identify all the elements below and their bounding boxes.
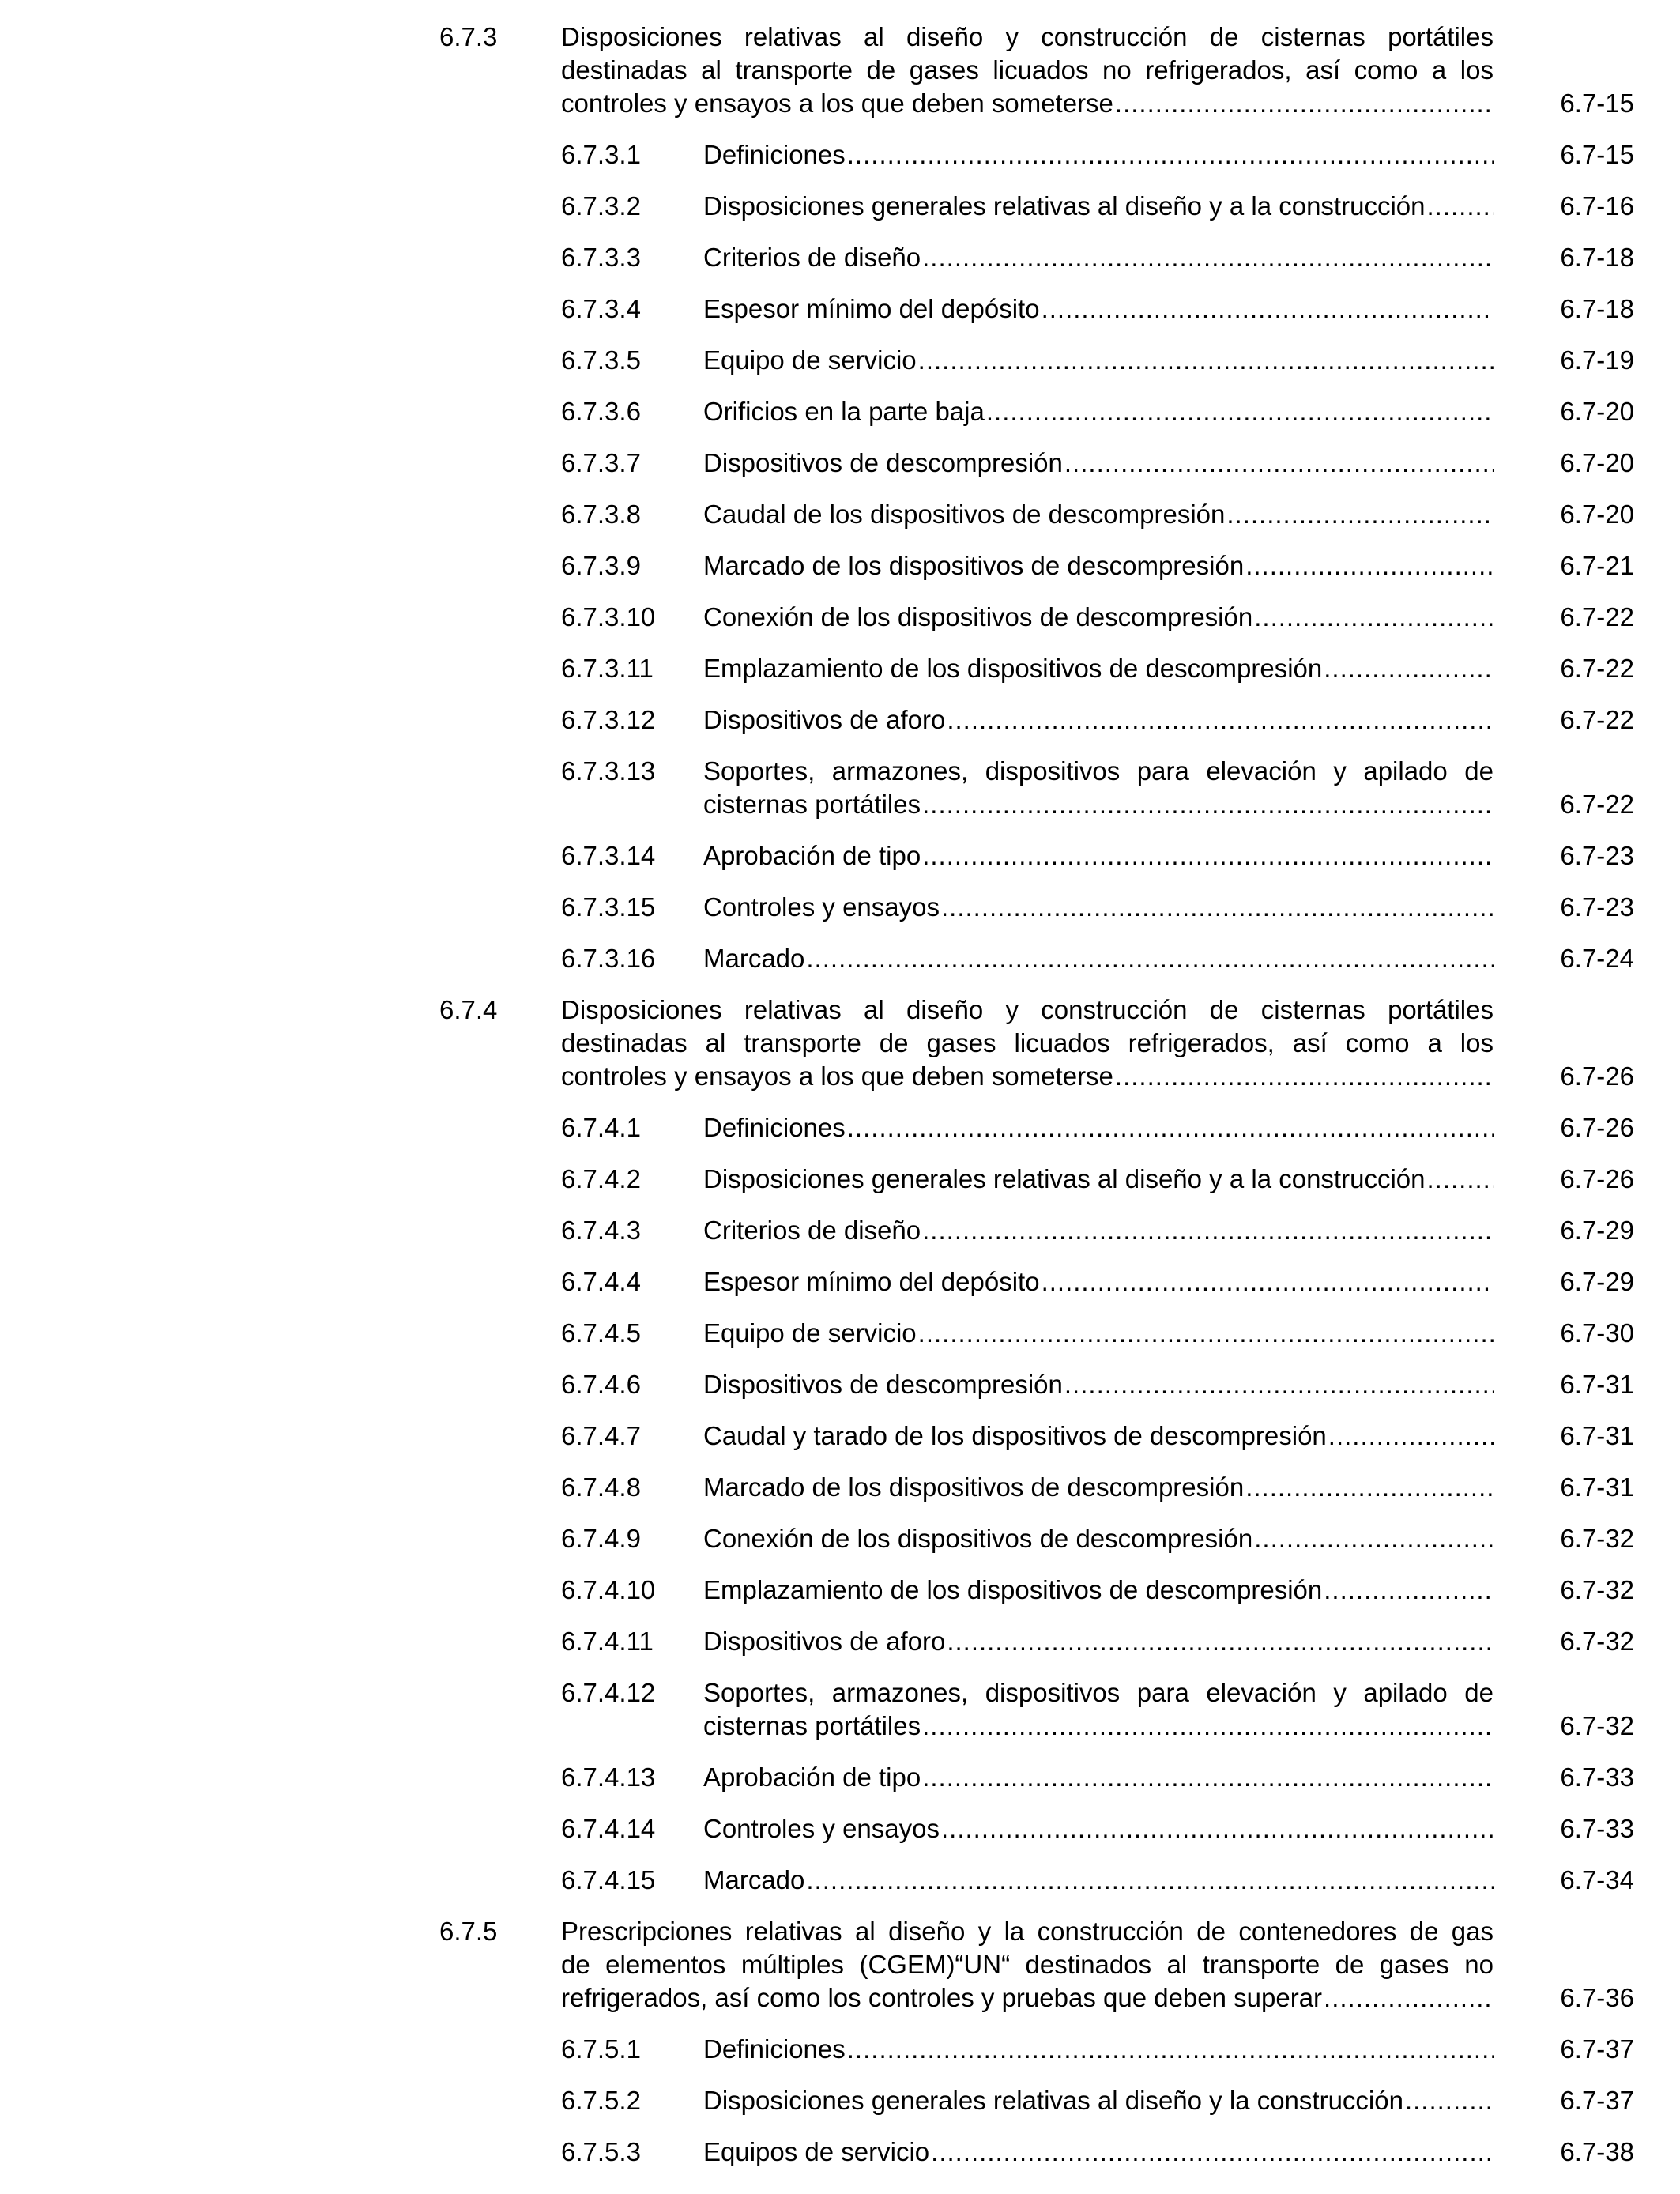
toc-entry-title-line: destinadas al transporte de gases licuados no refrigerados, así como a los [561, 55, 1494, 85]
toc-entry-page: 6.7-31 [1560, 1421, 1634, 1450]
dot-leader [806, 942, 1494, 975]
toc-entry[interactable] [0, 1471, 1680, 1504]
toc-entry-page: 6.7-26 [1560, 1061, 1634, 1091]
toc-entry-title-text: Equipo de servicio [703, 1318, 917, 1348]
dot-leader [922, 1761, 1494, 1794]
toc-entry-page: 6.7-37 [1560, 2086, 1634, 2115]
toc-entry-title [703, 447, 1494, 480]
toc-entry-title-text: Definiciones [703, 1113, 846, 1142]
toc-entry-title-text: Dispositivos de descompresión [703, 1370, 1063, 1399]
toc-entry-page: 6.7-18 [1560, 243, 1634, 272]
toc-entry-title-line [703, 395, 1494, 428]
toc-entry-page: 6.7-22 [1560, 705, 1634, 734]
toc-entry-number: 6.7.4.8 [561, 1472, 641, 1502]
dot-leader [847, 2033, 1494, 2066]
toc-entry-page: 6.7-36 [1560, 1983, 1634, 2012]
toc-entry-title [703, 1522, 1494, 1555]
dot-leader [1426, 190, 1494, 223]
toc-entry-number: 6.7.3.3 [561, 243, 641, 272]
toc-entry-page: 6.7-23 [1560, 841, 1634, 870]
toc-entry-page: 6.7-38 [1560, 2137, 1634, 2166]
toc-entry-title-text: Caudal y tarado de los dispositivos de descompresión [703, 1421, 1327, 1450]
dot-leader [1042, 292, 1494, 326]
toc-entry[interactable] [0, 1214, 1680, 1247]
toc-entry-title-line [703, 447, 1494, 480]
toc-entry-title-text: Dispositivos de aforo [703, 705, 946, 734]
toc-entry-title [703, 1471, 1494, 1504]
toc-entry-page: 6.7-32 [1560, 1524, 1634, 1553]
toc-entry-title [703, 498, 1494, 531]
toc-entry-title [703, 2033, 1494, 2066]
toc-entry-title-line [703, 1710, 1494, 1743]
dot-leader [1064, 1368, 1494, 1401]
toc-entry-page: 6.7-37 [1560, 2034, 1634, 2064]
toc-entry-title [703, 138, 1494, 172]
toc-entry-title-text: Controles y ensayos [703, 1814, 940, 1843]
dot-leader [941, 891, 1494, 924]
toc-entry[interactable] [0, 839, 1680, 873]
dot-leader [1405, 2084, 1494, 2117]
toc-entry-number: 6.7.4.2 [561, 1164, 641, 1193]
toc-entry[interactable] [0, 2084, 1680, 2117]
dot-leader [1064, 447, 1494, 480]
toc-entry[interactable] [0, 993, 1680, 1093]
dot-leader [1324, 1981, 1494, 2015]
toc-entry-title-text: Aprobación de tipo [703, 841, 921, 870]
toc-entry-number: 6.7.5.2 [561, 2086, 641, 2115]
toc-entry-page: 6.7-15 [1560, 140, 1634, 169]
toc-entry-title-line [703, 292, 1494, 326]
toc-entry-title-line [703, 1761, 1494, 1794]
toc-entry-title-line [703, 788, 1494, 821]
dot-leader [941, 1812, 1494, 1845]
toc-entry[interactable] [0, 2136, 1680, 2169]
toc-entry-page: 6.7-20 [1560, 448, 1634, 477]
toc-entry-page: 6.7-22 [1560, 602, 1634, 631]
toc-entry-title-line [703, 1471, 1494, 1504]
toc-entry-title [703, 1111, 1494, 1144]
toc-entry-title [703, 549, 1494, 582]
toc-entry-title [703, 1163, 1494, 1196]
toc-entry-title [561, 1915, 1494, 2015]
toc-entry-title-text: Marcado [703, 944, 805, 973]
toc-entry-title-text: Equipos de servicio [703, 2137, 930, 2166]
toc-entry[interactable] [0, 1522, 1680, 1555]
toc-entry-title-text: Espesor mínimo del depósito [703, 294, 1040, 323]
toc-entry-title-text: controles y ensayos a los que deben someterse [561, 1061, 1113, 1091]
toc-entry-title [703, 395, 1494, 428]
dot-leader [947, 703, 1494, 737]
toc-entry-page: 6.7-29 [1560, 1267, 1634, 1296]
toc-entry-title-line [703, 1111, 1494, 1144]
toc-entry-title-text: Conexión de los dispositivos de descompresión [703, 602, 1253, 631]
toc-entry-page: 6.7-32 [1560, 1575, 1634, 1604]
toc-entry-title-line [561, 87, 1494, 120]
dot-leader [947, 1625, 1494, 1658]
toc-entry-title-text: Emplazamiento de los dispositivos de descompresión [703, 654, 1323, 683]
toc-entry-number: 6.7.3.12 [561, 705, 656, 734]
toc-entry-title-text: Aprobación de tipo [703, 1762, 921, 1792]
toc-entry[interactable] [0, 1574, 1680, 1607]
toc-entry[interactable] [0, 891, 1680, 924]
toc-entry-number: 6.7.4.7 [561, 1421, 641, 1450]
toc-entry-title-line: Soportes, armazones, dispositivos para elevación y apilado de [703, 1678, 1494, 1707]
dot-leader [1042, 1265, 1494, 1299]
toc-entry-title-line [703, 652, 1494, 685]
dot-leader [1328, 1419, 1494, 1453]
toc-entry-title-text: Criterios de diseño [703, 243, 921, 272]
toc-entry-title-line: de elementos múltiples (CGEM)“UN“ destinados al transporte de gases no [561, 1950, 1494, 1979]
dot-leader [918, 344, 1494, 377]
toc-entry-title-text: cisternas portátiles [703, 1711, 921, 1740]
toc-entry-title [703, 839, 1494, 873]
dot-leader [1245, 549, 1494, 582]
toc-entry-title-text: refrigerados, así como los controles y pruebas que deben superar [561, 1983, 1323, 2012]
toc-entry-number: 6.7.3.8 [561, 499, 641, 529]
toc-entry-page: 6.7-18 [1560, 294, 1634, 323]
toc-entry-number: 6.7.4.1 [561, 1113, 641, 1142]
toc-entry-title-text: cisternas portátiles [703, 790, 921, 819]
toc-entry-number: 6.7.3.9 [561, 551, 641, 580]
toc-entry-title [703, 652, 1494, 685]
toc-entry[interactable] [0, 652, 1680, 685]
toc-entry-title [703, 703, 1494, 737]
toc-entry-title-text: Conexión de los dispositivos de descompresión [703, 1524, 1253, 1553]
toc-entry-title-line [561, 1060, 1494, 1093]
toc-entry[interactable] [0, 755, 1680, 821]
toc-entry[interactable] [0, 1915, 1680, 2015]
toc-entry-number: 6.7.3.13 [561, 756, 656, 786]
toc-entry-title-line [703, 1625, 1494, 1658]
toc-entry-page: 6.7-29 [1560, 1216, 1634, 1245]
toc-entry-title [703, 1574, 1494, 1607]
toc-entry-title-line [703, 1864, 1494, 1897]
toc-entry-title-text: Disposiciones generales relativas al diseño y a la construcción [703, 1164, 1426, 1193]
toc-entry-title-line [703, 839, 1494, 873]
toc-entry-title-line: Prescripciones relativas al diseño y la construcción de contenedores de gas [561, 1917, 1494, 1946]
toc-entry-number: 6.7.4.14 [561, 1814, 656, 1843]
dot-leader [847, 138, 1494, 172]
dot-leader [922, 839, 1494, 873]
toc-entry-title [703, 1676, 1494, 1743]
toc-entry-title-line: destinadas al transporte de gases licuados refrigerados, así como a los [561, 1028, 1494, 1057]
toc-entry-title-text: Espesor mínimo del depósito [703, 1267, 1040, 1296]
toc-entry-title-line [703, 498, 1494, 531]
dot-leader [847, 1111, 1494, 1144]
toc-entry-number: 6.7.3.4 [561, 294, 641, 323]
toc-entry-number: 6.7.4.5 [561, 1318, 641, 1348]
toc-entry-title-text: Disposiciones generales relativas al diseño y a la construcción [703, 191, 1426, 221]
toc-entry-title-text: Marcado de los dispositivos de descompresión [703, 551, 1245, 580]
toc-entry-title [703, 292, 1494, 326]
toc-entry-title-line [703, 1812, 1494, 1845]
dot-leader [922, 241, 1494, 274]
toc-entry[interactable] [0, 549, 1680, 582]
toc-entry-number: 6.7.4.11 [561, 1627, 654, 1656]
dot-leader [1115, 87, 1494, 120]
toc-entry[interactable] [0, 344, 1680, 377]
toc-entry-title-text: Emplazamiento de los dispositivos de descompresión [703, 1575, 1323, 1604]
toc-entry-page: 6.7-32 [1560, 1627, 1634, 1656]
toc-entry-title [703, 755, 1494, 821]
dot-leader [1324, 1574, 1494, 1607]
dot-leader [1115, 1060, 1494, 1093]
toc-entry-page: 6.7-26 [1560, 1113, 1634, 1142]
toc-entry-page: 6.7-34 [1560, 1865, 1634, 1894]
toc-entry-title [703, 1265, 1494, 1299]
toc-entry[interactable] [0, 292, 1680, 326]
toc-entry-title [703, 1761, 1494, 1794]
dot-leader [918, 1317, 1494, 1350]
toc-entry-title [703, 601, 1494, 634]
toc-entry-page: 6.7-23 [1560, 892, 1634, 922]
toc-entry-title-text: Controles y ensayos [703, 892, 940, 922]
toc-entry-title [703, 2084, 1494, 2117]
toc-entry-title-text: Dispositivos de aforo [703, 1627, 946, 1656]
toc-entry[interactable] [0, 1163, 1680, 1196]
toc-entry-number: 6.7.5.1 [561, 2034, 641, 2064]
dot-leader [806, 1864, 1494, 1897]
toc-entry-title [703, 1812, 1494, 1845]
toc-entry-title-text: Definiciones [703, 2034, 846, 2064]
toc-entry-title-line [703, 190, 1494, 223]
toc-entry[interactable] [0, 1317, 1680, 1350]
toc-entry-title-line [703, 1317, 1494, 1350]
toc-entry-title-line: Disposiciones relativas al diseño y construcción de cisternas portátiles [561, 995, 1494, 1024]
dot-leader [1245, 1471, 1494, 1504]
toc-entry-number: 6.7.4.9 [561, 1524, 641, 1553]
dot-leader [1426, 1163, 1494, 1196]
toc-entry-title-text: Caudal de los dispositivos de descompresión [703, 499, 1226, 529]
toc-entry-number: 6.7.4.12 [561, 1678, 656, 1707]
toc-entry[interactable] [0, 1676, 1680, 1743]
toc-entry[interactable] [0, 1111, 1680, 1144]
toc-entry-title-line [703, 549, 1494, 582]
toc-entry-page: 6.7-21 [1560, 551, 1634, 580]
toc-entry-title-line [703, 2084, 1494, 2117]
toc-entry-title [703, 942, 1494, 975]
toc-entry-page: 6.7-22 [1560, 654, 1634, 683]
toc-entry-title [703, 241, 1494, 274]
toc-entry[interactable] [0, 1761, 1680, 1794]
toc-entry-title [703, 891, 1494, 924]
toc-entry-page: 6.7-20 [1560, 499, 1634, 529]
toc-entry-title [703, 1368, 1494, 1401]
toc-entry-page: 6.7-31 [1560, 1370, 1634, 1399]
toc-entry-title-text: Equipo de servicio [703, 345, 917, 375]
toc-entry-number: 6.7.3.7 [561, 448, 641, 477]
toc-entry-page: 6.7-24 [1560, 944, 1634, 973]
toc-entry-title-line [703, 1214, 1494, 1247]
toc-entry-title-line [703, 138, 1494, 172]
toc-entry-title [703, 2136, 1494, 2169]
dot-leader [1254, 601, 1494, 634]
toc-entry-title [703, 1419, 1494, 1453]
dot-leader [1226, 498, 1494, 531]
toc-entry[interactable] [0, 447, 1680, 480]
toc-entry-page: 6.7-33 [1560, 1762, 1634, 1792]
toc-entry-number: 6.7.4.10 [561, 1575, 656, 1604]
toc-entry-title-text: Definiciones [703, 140, 846, 169]
toc-entry[interactable] [0, 21, 1680, 120]
toc-entry-title [561, 993, 1494, 1093]
toc-entry[interactable] [0, 2033, 1680, 2066]
toc-entry[interactable] [0, 601, 1680, 634]
toc-entry[interactable] [0, 1419, 1680, 1453]
toc-entry-title-line: Disposiciones relativas al diseño y construcción de cisternas portátiles [561, 22, 1494, 51]
toc-entry-number: 6.7.4.3 [561, 1216, 641, 1245]
toc-entry[interactable] [0, 1864, 1680, 1897]
toc-entry-page: 6.7-32 [1560, 1711, 1634, 1740]
toc-entry-title-text: Dispositivos de descompresión [703, 448, 1063, 477]
toc-entry-number: 6.7.4 [439, 995, 498, 1024]
toc-entry-title-line [703, 601, 1494, 634]
dot-leader [922, 1710, 1494, 1743]
toc-entry-number: 6.7.3.16 [561, 944, 656, 973]
toc-entry-title [561, 21, 1494, 120]
toc-entry-number: 6.7.3 [439, 22, 498, 51]
toc-entry-title [703, 1214, 1494, 1247]
toc-entry-page: 6.7-20 [1560, 397, 1634, 426]
toc-entry-page: 6.7-22 [1560, 790, 1634, 819]
toc-entry-page: 6.7-33 [1560, 1814, 1634, 1843]
toc-entry-page: 6.7-15 [1560, 89, 1634, 118]
toc-entry[interactable] [0, 703, 1680, 737]
toc-entry-title-text: Marcado de los dispositivos de descompresión [703, 1472, 1245, 1502]
dot-leader [931, 2136, 1494, 2169]
dot-leader [1254, 1522, 1494, 1555]
toc-entry-title [703, 1625, 1494, 1658]
toc-entry-title [703, 344, 1494, 377]
toc-entry-title-text: controles y ensayos a los que deben someterse [561, 89, 1113, 118]
toc-entry-number: 6.7.5 [439, 1917, 498, 1946]
toc-entry[interactable] [0, 942, 1680, 975]
toc-entry-title-line [703, 1368, 1494, 1401]
toc-entry-title-line [703, 2033, 1494, 2066]
toc-entry-number: 6.7.4.6 [561, 1370, 641, 1399]
toc-entry-title [703, 1864, 1494, 1897]
toc-entry-title-line [703, 241, 1494, 274]
toc-entry-title [703, 190, 1494, 223]
toc-entry-title-line [703, 703, 1494, 737]
toc-entry-number: 6.7.3.1 [561, 140, 641, 169]
toc-entry-title-line [703, 891, 1494, 924]
toc-entry-page: 6.7-30 [1560, 1318, 1634, 1348]
toc-entry-page: 6.7-31 [1560, 1472, 1634, 1502]
toc-entry-number: 6.7.5.3 [561, 2137, 641, 2166]
toc-entry-title-text: Criterios de diseño [703, 1216, 921, 1245]
toc-entry-title-line [703, 1574, 1494, 1607]
toc-entry-number: 6.7.4.13 [561, 1762, 656, 1792]
toc-entry-title-line [703, 1265, 1494, 1299]
toc-entry-title-line [703, 1163, 1494, 1196]
toc-entry-title-text: Marcado [703, 1865, 805, 1894]
toc-entry-number: 6.7.3.15 [561, 892, 656, 922]
toc-entry-title-line [703, 1522, 1494, 1555]
dot-leader [922, 1214, 1494, 1247]
dot-leader [1324, 652, 1494, 685]
toc-entry-title-line [703, 344, 1494, 377]
toc-entry-title-text: Orificios en la parte baja [703, 397, 985, 426]
toc-entry[interactable] [0, 241, 1680, 274]
toc-entry-number: 6.7.3.10 [561, 602, 656, 631]
toc-entry-page: 6.7-26 [1560, 1164, 1634, 1193]
dot-leader [986, 395, 1494, 428]
toc-entry-number: 6.7.3.6 [561, 397, 641, 426]
toc-entry[interactable] [0, 1265, 1680, 1299]
toc-entry[interactable] [0, 138, 1680, 172]
toc-entry-title-line [703, 1419, 1494, 1453]
toc-entry-title-line [703, 2136, 1494, 2169]
toc-entry[interactable] [0, 395, 1680, 428]
toc-entry-title [703, 1317, 1494, 1350]
toc-entry-number: 6.7.3.14 [561, 841, 656, 870]
toc-entry-page: 6.7-19 [1560, 345, 1634, 375]
toc-entry-title-line [703, 942, 1494, 975]
toc-entry[interactable] [0, 1812, 1680, 1845]
toc-entry[interactable] [0, 1625, 1680, 1658]
toc-entry-title-text: Disposiciones generales relativas al diseño y la construcción [703, 2086, 1403, 2115]
toc-entry-title-line [561, 1981, 1494, 2015]
toc-entry[interactable] [0, 498, 1680, 531]
toc-entry-number: 6.7.4.4 [561, 1267, 641, 1296]
toc-entry[interactable] [0, 1368, 1680, 1401]
toc-entry-number: 6.7.3.5 [561, 345, 641, 375]
toc-entry-number: 6.7.4.15 [561, 1865, 656, 1894]
toc-entry[interactable] [0, 190, 1680, 223]
toc-entry-number: 6.7.3.11 [561, 654, 654, 683]
dot-leader [922, 788, 1494, 821]
toc-entry-number: 6.7.3.2 [561, 191, 641, 221]
toc-entry-title-line: Soportes, armazones, dispositivos para elevación y apilado de [703, 756, 1494, 786]
toc-entry-page: 6.7-16 [1560, 191, 1634, 221]
